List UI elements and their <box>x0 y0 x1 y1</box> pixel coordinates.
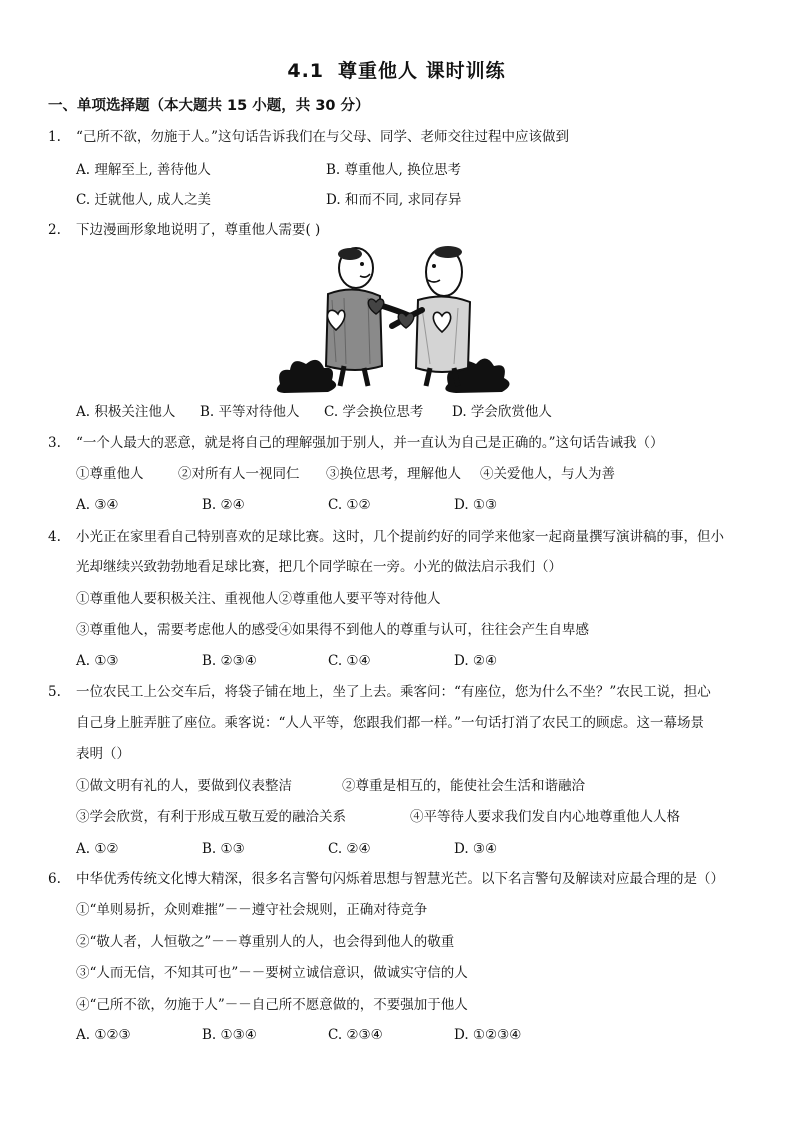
question-6-option-c: C. ②③④ <box>328 1027 383 1043</box>
question-5-option-d: D. ③④ <box>454 841 498 857</box>
question-1-option-d: D. 和而不同, 求同存异 <box>326 192 462 208</box>
question-2-option-a: A. 积极关注他人 <box>76 404 176 420</box>
question-2-stem: 下边漫画形象地说明了，尊重他人需要( ) <box>76 222 321 238</box>
question-3-stem: “一个人最大的恶意，就是将自己的理解强加于别人，并一直认为自己是正确的。”这句话告诫我（） <box>76 435 664 451</box>
question-5-statement-3: ③学会欣赏，有利于形成互敬互爱的融洽关系 <box>76 809 346 825</box>
question-3-statement-1: ①尊重他人 <box>76 466 144 482</box>
question-2-option-d: D. 学会欣赏他人 <box>452 404 552 420</box>
question-6-statement-3: ③“人而无信，不知其可也”－－要树立诚信意识，做诚实守信的人 <box>76 965 468 981</box>
question-6-option-b: B. ①③④ <box>202 1027 257 1043</box>
question-5-option-a: A. ①② <box>76 841 119 857</box>
question-1-option-b: B. 尊重他人, 换位思考 <box>326 162 462 178</box>
question-1-option-a: A. 理解至上, 善待他人 <box>76 162 211 178</box>
question-3-statement-4: ④关爱他人，与人为善 <box>480 466 615 482</box>
question-4-stem-line-2: 光却继续兴致勃勃地看足球比赛，把几个同学晾在一旁。小光的做法启示我们（） <box>76 559 562 575</box>
question-1-option-c: C. 迁就他人, 成人之美 <box>76 192 212 208</box>
question-6-stem: 中华优秀传统文化博大精深，很多名言警句闪烁着思想与智慧光芒。以下名言警句及解读对应最合理的是（） <box>76 871 724 887</box>
question-1-number: 1. <box>48 129 61 145</box>
question-3-statement-3: ③换位思考，理解他人 <box>326 466 461 482</box>
question-5-statement-1: ①做文明有礼的人，要做到仪表整洁 <box>76 778 292 794</box>
question-6-statement-4: ④“己所不欲，勿施于人”－－自己所不愿意做的，不要强加于他人 <box>76 997 468 1013</box>
question-3-option-b: B. ②④ <box>202 497 245 513</box>
page-title <box>0 56 793 83</box>
question-5-stem-line-1: 一位农民工上公交车后，将袋子铺在地上，坐了上去。乘客问：“有座位，您为什么不坐？”农民工说，担心 <box>76 684 711 700</box>
section-heading: 一、单项选择题（本大题共 15 小题，共 30 分） <box>48 98 370 114</box>
question-6-number: 6. <box>48 871 61 887</box>
title-number: 4.1 <box>287 60 325 82</box>
question-3-statement-2: ②对所有人一视同仁 <box>178 466 300 482</box>
question-4-option-d: D. ②④ <box>454 653 498 669</box>
question-4-option-b: B. ②③④ <box>202 653 257 669</box>
question-6-statement-1: ①“单则易折，众则难摧”－－遵守社会规则，正确对待竞争 <box>76 902 428 918</box>
question-4-statements-3-4: ③尊重他人，需要考虑他人的感受④如果得不到他人的尊重与认可，往往会产生自卑感 <box>76 622 589 638</box>
question-4-stem-line-1: 小光正在家里看自己特别喜欢的足球比赛。这时，几个提前约好的同学来他家一起商量撰写演讲稿的事，但小 <box>76 529 724 545</box>
question-2-option-c: C. 学会换位思考 <box>324 404 424 420</box>
title-text: 尊重他人 课时训练 <box>338 60 506 82</box>
question-5-option-b: B. ①③ <box>202 841 245 857</box>
question-1-stem: “己所不欲，勿施于人。”这句话告诉我们在与父母、同学、老师交往过程中应该做到 <box>76 129 570 145</box>
question-4-option-a: A. ①③ <box>76 653 119 669</box>
question-4-number: 4. <box>48 529 61 545</box>
cartoon-two-men-exchanging-hearts <box>272 244 522 396</box>
question-5-statement-4: ④平等待人要求我们发自内心地尊重他人人格 <box>410 809 680 825</box>
question-3-option-d: D. ①③ <box>454 497 498 513</box>
question-4-option-c: C. ①④ <box>328 653 371 669</box>
question-3-option-a: A. ③④ <box>76 497 119 513</box>
question-5-statement-2: ②尊重是相互的，能使社会生活和谐融洽 <box>342 778 585 794</box>
question-2-option-b: B. 平等对待他人 <box>200 404 300 420</box>
question-5-stem-line-3: 表明（） <box>76 746 130 762</box>
question-5-stem-line-2: 自己身上脏弄脏了座位。乘客说：“人人平等，您跟我们都一样。”一句话打消了农民工的顾虑。这一幕场景 <box>76 715 705 731</box>
question-5-number: 5. <box>48 684 61 700</box>
question-6-statement-2: ②“敬人者，人恒敬之”－－尊重别人的人，也会得到他人的敬重 <box>76 934 455 950</box>
question-2-number: 2. <box>48 222 61 238</box>
question-5-option-c: C. ②④ <box>328 841 371 857</box>
question-4-statements-1-2: ①尊重他人要积极关注、重视他人②尊重他人要平等对待他人 <box>76 591 441 607</box>
question-6-option-a: A. ①②③ <box>76 1027 131 1043</box>
question-6-option-d: D. ①②③④ <box>454 1027 522 1043</box>
question-3-option-c: C. ①② <box>328 497 371 513</box>
question-3-number: 3. <box>48 435 61 451</box>
